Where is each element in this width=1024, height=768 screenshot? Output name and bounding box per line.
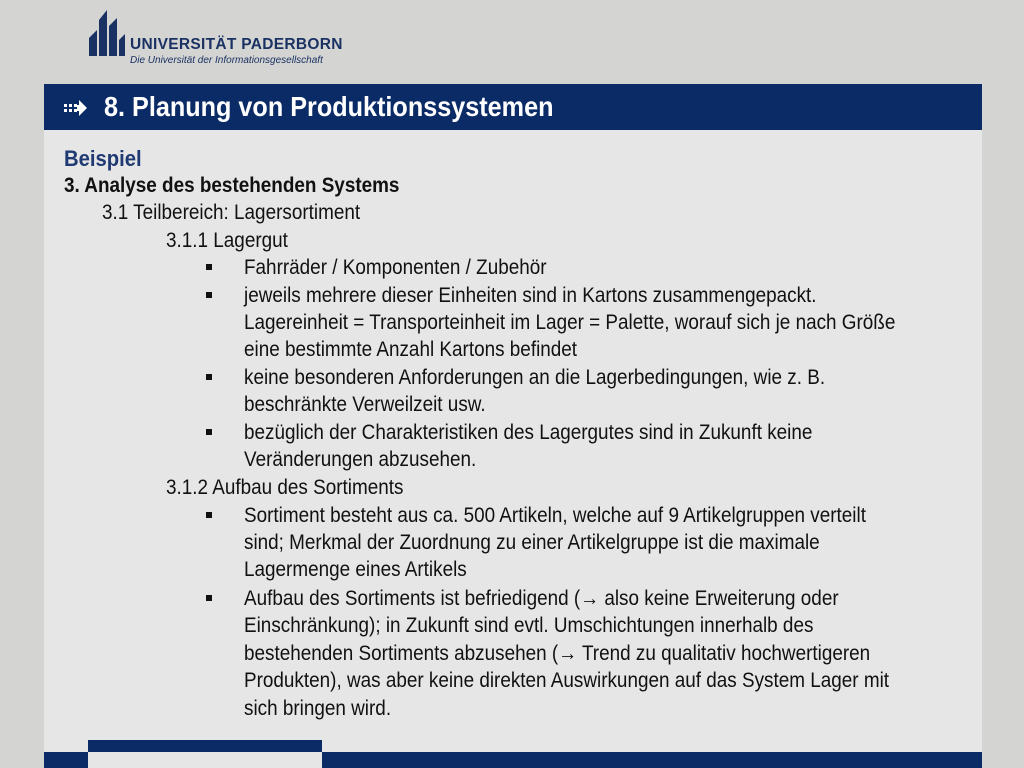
content-line-l3: 3.1.1 Lagergut: [166, 229, 288, 252]
content-line-l16: Aufbau des Sortiments ist befriedigend (→ also keine Erweiterung oder: [244, 587, 839, 610]
content-line-l2: 3.1 Teilbereich: Lagersortiment: [102, 201, 361, 224]
content-line-l4: Fahrräder / Komponenten / Zubehör: [244, 256, 547, 279]
footer-bar: [44, 752, 88, 768]
content-line-l19: Produkten), was aber keine direkten Auswirkungen auf das System Lager mit: [244, 669, 890, 692]
university-logo: [87, 8, 343, 68]
bullet-marker: [206, 264, 212, 270]
content-line-l18: bestehenden Sortiments abzusehen (→ Trend zu qualitativ hochwertigeren: [244, 642, 871, 665]
content-line-l9: beschränkte Verweilzeit usw.: [244, 393, 486, 416]
content-line-l14: sind; Merkmal der Zuordnung zu einer Artikelgruppe ist die maximale: [244, 531, 820, 554]
content-line-l7: eine bestimmte Anzahl Kartons befindet: [244, 338, 578, 361]
content-line-l13: Sortiment besteht aus ca. 500 Artikeln, welche auf 9 Artikelgruppen verteilt: [244, 504, 866, 527]
page-title: 8. Planung von Produktionssystemen: [104, 91, 554, 122]
content-line-l8: keine besonderen Anforderungen an die Lagerbedingungen, wie z. B.: [244, 366, 826, 389]
footer-bar: [322, 752, 982, 768]
bullet-marker: [206, 512, 212, 518]
content-line-l6: Lagereinheit = Transporteinheit im Lager = Palette, worauf sich je nach Größe: [244, 311, 896, 334]
university-tagline: Die Universität der Informationsgesellschaft: [130, 55, 323, 66]
bullet-marker: [206, 374, 212, 380]
bullet-marker: [206, 595, 212, 601]
logo-emblem-icon: [87, 8, 127, 58]
content-line-l11: Veränderungen abzusehen.: [244, 448, 477, 471]
content-line-l10: bezüglich der Charakteristiken des Lagergutes sind in Zukunft keine: [244, 421, 813, 444]
content-line-l17: Einschränkung); in Zukunft sind evtl. Umschichtungen innerhalb des: [244, 614, 814, 637]
university-name: UNIVERSITÄT PADERBORN: [130, 36, 343, 53]
content-line-l5: jeweils mehrere dieser Einheiten sind in Kartons zusammengepackt.: [244, 284, 817, 307]
content-line-l1: 3. Analyse des bestehenden Systems: [64, 174, 400, 197]
bullet-marker: [206, 292, 212, 298]
arrow-right-icon: [64, 97, 88, 117]
bullet-marker: [206, 429, 212, 435]
slide-content: [44, 130, 982, 768]
content-line-l15: Lagermenge eines Artikels: [244, 558, 467, 581]
title-bar: [44, 84, 982, 130]
footer-bar: [88, 740, 322, 752]
content-line-l20: sich bringen wird.: [244, 697, 392, 720]
content-line-l12: 3.1.2 Aufbau des Sortiments: [166, 476, 404, 499]
section-heading: Beispiel: [64, 146, 142, 171]
